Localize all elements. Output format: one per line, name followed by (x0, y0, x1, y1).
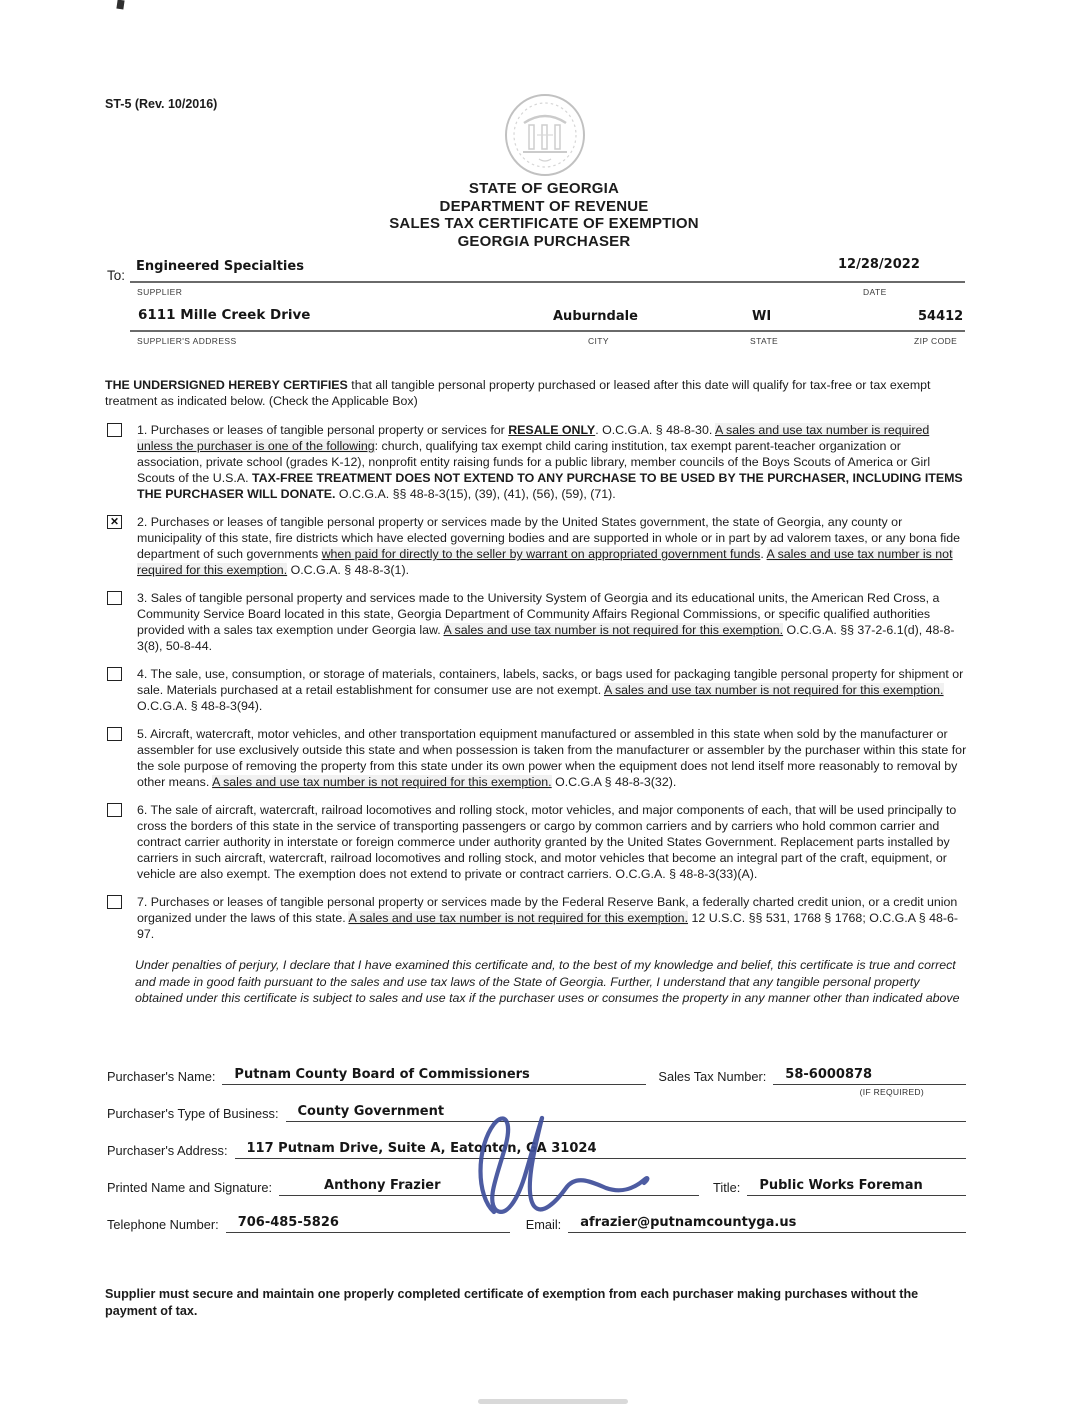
supplier-underline (130, 281, 965, 283)
checkbox-empty-icon (107, 895, 122, 909)
exemption-item-4 (105, 666, 967, 714)
text-segment: RESALE ONLY (508, 423, 596, 437)
exemption-item-text (137, 666, 967, 714)
text-segment: . O.C.G.A. § 48-8-30. (595, 423, 716, 437)
checkbox-empty-icon (107, 727, 122, 741)
scan-artifact-mark (116, 0, 124, 9)
form-revision: ST-5 (Rev. 10/2016) (105, 97, 218, 111)
to-label: To: (107, 268, 126, 283)
telephone-label: Telephone Number: (107, 1217, 219, 1232)
supplier-state-value: WI (752, 309, 772, 324)
text-segment: 5. Aircraft, watercraft, motor vehicles, and other transportation equipment manufactured or assembled in this state when sold by the manufacturer or assembler for use exclusively outside this state and when possession is taken from the manufacturer or assembler by the purchaser within this state for the sole purpose of removing the property from this state under its own power when the equipment does not lend itself more reasonably to removal by other means. (137, 727, 967, 789)
title-line-cert: SALES TAX CERTIFICATE OF EXEMPTION (389, 215, 699, 232)
checkbox-checked-icon: ✕ (107, 515, 122, 529)
text-segment: TAX-FREE TREATMENT DOES NOT EXTEND TO ANY PURCHASE TO BE USED BY THE PURCHASER, INCLUDING ITEMS THE PURCHASER WILL DONATE. (137, 471, 963, 501)
georgia-state-seal-icon (499, 93, 591, 184)
exemption-item-text (137, 590, 967, 654)
purchaser-name-label: Purchaser's Name: (107, 1069, 216, 1084)
exemption-item-5 (105, 726, 967, 790)
exemption-item-7 (105, 894, 967, 942)
title-label: Title: (713, 1180, 741, 1195)
certification-intro (105, 377, 967, 409)
title-line-dept: DEPARTMENT OF REVENUE (439, 197, 649, 215)
text-segment: O.C.G.A. §§ 37-2-6.1(d), 48-8-3(8), 50-8-44. (137, 623, 955, 653)
text-segment: O.C.G.A. § 48-8-3(94). (137, 699, 263, 713)
text-segment: A sales and use tax number is not required for this exemption. (137, 547, 953, 577)
handwritten-signature (448, 1106, 688, 1231)
supplier-field-label: SUPPLIER (137, 287, 183, 297)
date-field-label: DATE (863, 287, 887, 297)
city-field-label: CITY (588, 336, 609, 346)
text-segment: A sales and use tax number is not required for this exemption. (212, 775, 552, 789)
text-segment: 2. Purchases or leases of tangible personal property or services made by the United States government, the state of Georgia, any county or municipality of this state, fire districts which have elected governing bodies and are supported in whole or in part by ad valorem taxes, or any bona fide department of such governments (137, 515, 961, 561)
exemption-item-2 (105, 514, 967, 578)
text-segment: O.C.G.A § 48-8-3(32). (551, 775, 677, 789)
text-segment: 4. The sale, use, consumption, or storage of materials, containers, labels, sacks, or bags used for packaging tangible personal property for shipment or sale. Materials purchased at a retail establishment for consumer use are not exempt. (137, 667, 964, 697)
purchaser-address-value: 117 Putnam Drive, Suite A, Eatonton, GA 31024 (246, 1141, 597, 1156)
state-field-label: STATE (750, 336, 779, 346)
checkbox-empty-icon (107, 423, 122, 437)
text-segment: : church, qualifying tax exempt child caring institution, tax exempt parent-teacher organization or association, private school (grades K-12), nonprofit entity raising funds for a public library, member councils of the Boys Scouts of America or Girl Scouts of the U.S.A. (137, 439, 931, 485)
perjury-statement: Under penalties of perjury, I declare that I have examined this certificate and, to the best of my knowledge and belief, this certificate is true and correct and made in good faith pursuant to the sales and use tax laws of the State of Georgia. Further, I understand that any tangible personal property obtained under this certificate is subject to sales and use tax if the purchaser uses or consumes the property in any manner other than indicated above (135, 958, 960, 1005)
supplier-instruction-note: Supplier must secure and maintain one properly completed certificate of exemption from each purchaser making purchases without the payment of tax. (105, 1287, 919, 1318)
exemption-item-text (137, 894, 967, 942)
printed-name-value: Anthony Frazier (324, 1178, 441, 1193)
purchaser-name-row (105, 1059, 966, 1097)
email-value: afrazier@putnamcountyga.us (580, 1215, 797, 1230)
title-line (747, 1178, 966, 1196)
checkbox-empty-icon (107, 667, 122, 681)
sales-tax-number-line (773, 1067, 966, 1085)
telephone-value: 706-485-5826 (237, 1215, 339, 1230)
supplier-name-value: Engineered Specialties (136, 259, 304, 274)
checkbox-empty-icon (107, 591, 122, 605)
text-segment: that all tangible personal property purchased or leased after this date will qualify for tax-free or tax exempt treatment as indicated below. (Check the Applicable Box) (105, 378, 931, 408)
checkbox-empty-icon (107, 803, 122, 817)
exemption-item-1 (105, 422, 967, 502)
supplier-zip-value: 54412 (918, 309, 964, 324)
text-segment: . (760, 547, 767, 561)
title-line-purchaser: GEORGIA PURCHASER (457, 232, 631, 250)
sales-tax-number-value: 58-6000878 (785, 1067, 873, 1082)
supplier-city-value: Auburndale (553, 309, 638, 324)
text-segment: O.C.G.A. § 48-8-3(1). (287, 563, 410, 577)
exemption-item-text (137, 514, 967, 578)
text-segment: when paid for directly to the seller by warrant on appropriated government funds (321, 547, 761, 561)
text-segment: A sales and use tax number is required unless the purchaser is one of the following (137, 423, 930, 453)
text-segment: A sales and use tax number is not required for this exemption. (443, 623, 784, 637)
exemption-item-6 (105, 802, 967, 882)
title-value: Public Works Foreman (759, 1178, 923, 1193)
text-segment: THE UNDERSIGNED HEREBY CERTIFIES (105, 378, 348, 392)
supplier-address-underline (130, 330, 965, 332)
email-label: Email: (525, 1217, 562, 1232)
exemption-item-3 (105, 590, 967, 654)
purchaser-business-value: County Government (297, 1104, 445, 1119)
certification-body (105, 377, 967, 1007)
printed-name-label: Printed Name and Signature: (107, 1180, 273, 1195)
text-segment: 3. Sales of tangible personal property and services made to the University System of Georgia and its educational units, the American Red Cross, a Community Service Board located in this state, Georgia Department of Community Affairs Regional Commissions, or specific qualified authorities provided with a sales tax exemption under Georgia law. (137, 591, 940, 637)
text-segment: 1. Purchases or leases of tangible personal property or services for (137, 423, 509, 437)
exemption-item-text (137, 726, 967, 790)
purchaser-name-line (222, 1067, 646, 1085)
text-segment: A sales and use tax number is not required for this exemption. (348, 911, 689, 925)
text-segment: 7. Purchases or leases of tangible personal property or services made by the Federal Reserve Bank, a federally charted credit union, or a credit union organized under the laws of this state. (137, 895, 958, 925)
purchaser-business-label: Purchaser's Type of Business: (107, 1106, 279, 1121)
sales-tax-number-label: Sales Tax Number: (658, 1069, 767, 1084)
exemption-item-text (137, 422, 967, 502)
text-segment: A sales and use tax number is not required for this exemption. (603, 683, 944, 697)
text-segment: O.C.G.A. §§ 48-8-3(15), (39), (41), (56), (59), (71). (335, 487, 616, 501)
supplier-address-field-label: SUPPLIER'S ADDRESS (137, 336, 237, 346)
text-segment: 12 U.S.C. §§ 531, 1768 § 1768; O.C.G.A § 48-6-97. (137, 911, 959, 941)
scan-artifact-smudge (478, 1399, 628, 1404)
text-segment: 6. The sale of aircraft, watercraft, railroad locomotives and rolling stock, motor vehicles, and major components of each, that will be used principally to cross the borders of this state in the service of transporting passengers or cargo by common carriers and by carriers who hold common carrier and contract carrier authority in interstate or foreign commerce under authority granted by the United States Government. Replacement parts installed by carriers in such aircraft, watercraft, railroad locomotives and rolling stock, and motor vehicles that become an integral part of the craft, equipment, or vehicle are also exempt. The exemption does not extend to private or contract carriers. O.C.G.A. § 48-8-3(33)(A). (137, 803, 957, 881)
supplier-address-value: 6111 Mille Creek Drive (138, 307, 311, 323)
exemption-items (105, 422, 967, 942)
date-value: 12/28/2022 (838, 257, 920, 272)
purchaser-name-value: Putnam County Board of Commissioners (234, 1067, 530, 1082)
zip-field-label: ZIP CODE (914, 336, 958, 346)
if-required-note: (IF REQUIRED) (859, 1087, 924, 1097)
title-line-state: STATE OF GEORGIA (468, 180, 620, 197)
purchaser-address-label: Purchaser's Address: (107, 1143, 228, 1158)
exemption-item-text (137, 802, 967, 882)
form-title-block (0, 180, 1088, 250)
